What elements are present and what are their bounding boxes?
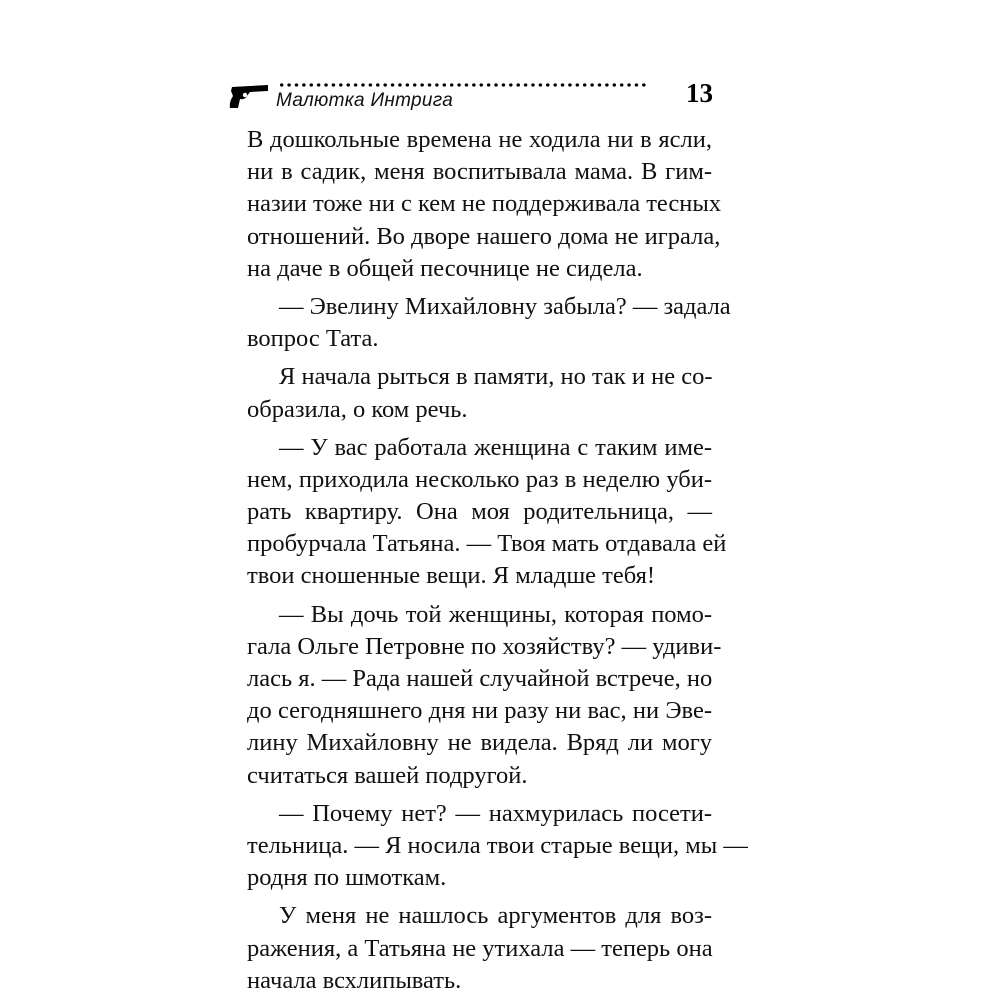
text-line: назии тоже ни с кем не поддерживала тесных [247, 190, 722, 218]
page-number: 13 [686, 78, 713, 108]
dotted-rule [278, 82, 648, 88]
text-line: вопрос Тата. [247, 325, 379, 353]
text-line: — У вас работала женщина с таким име- [279, 433, 712, 461]
text-line: до сегодняшнего дня ни разу ни вас, ни Эве- [247, 697, 712, 725]
text-line: лась я. — Рада нашей случайной встрече, но [247, 665, 713, 692]
text-line: нем, приходила несколько раз в неделю уби- [247, 465, 712, 493]
revolver-icon [228, 82, 270, 110]
text-line: В дошкольные времена не ходила ни в ясли, [247, 126, 712, 153]
text-line: образила, о ком речь. [247, 395, 468, 423]
text-line: твои сношенные вещи. Я младше тебя! [247, 562, 656, 590]
text-line: У меня не нашлось аргументов для воз- [279, 902, 712, 930]
text-line: ни в садик, меня воспитывала мама. В гим- [247, 158, 712, 186]
text-line: — Эвелину Михайловну забыла? — задала [279, 292, 731, 320]
text-line: отношений. Во дворе нашего дома не играла, [247, 222, 721, 250]
text-line: — Почему нет? — нахмурилась посети- [279, 799, 712, 827]
text-line: лину Михайловну не видела. Вряд ли могу [247, 729, 712, 757]
text-line: гала Ольге Петровне по хозяйству? — удиви- [247, 632, 722, 660]
text-line: на даче в общей песочнице не сидела. [247, 254, 643, 282]
text-line: ражения, а Татьяна не утихала — теперь она [247, 934, 713, 962]
text-line: — Вы дочь той женщины, которая помо- [279, 600, 712, 628]
text-line: родня по шмоткам. [247, 864, 447, 892]
running-title: Малютка Интрига [276, 90, 454, 111]
text-line: пробурчала Татьяна. — Твоя мать отдавала ей [247, 530, 727, 558]
text-line: начала всхлипывать. [247, 966, 462, 994]
text-line: считаться вашей подругой. [247, 761, 528, 789]
text-line: Я начала рыться в памяти, но так и не со- [279, 363, 713, 391]
body-text [247, 124, 748, 997]
text-line: тельница. — Я носила твои старые вещи, мы — [247, 831, 748, 859]
page-header [228, 76, 713, 116]
text-line: рать квартиру. Она моя родительница, — [247, 498, 712, 526]
